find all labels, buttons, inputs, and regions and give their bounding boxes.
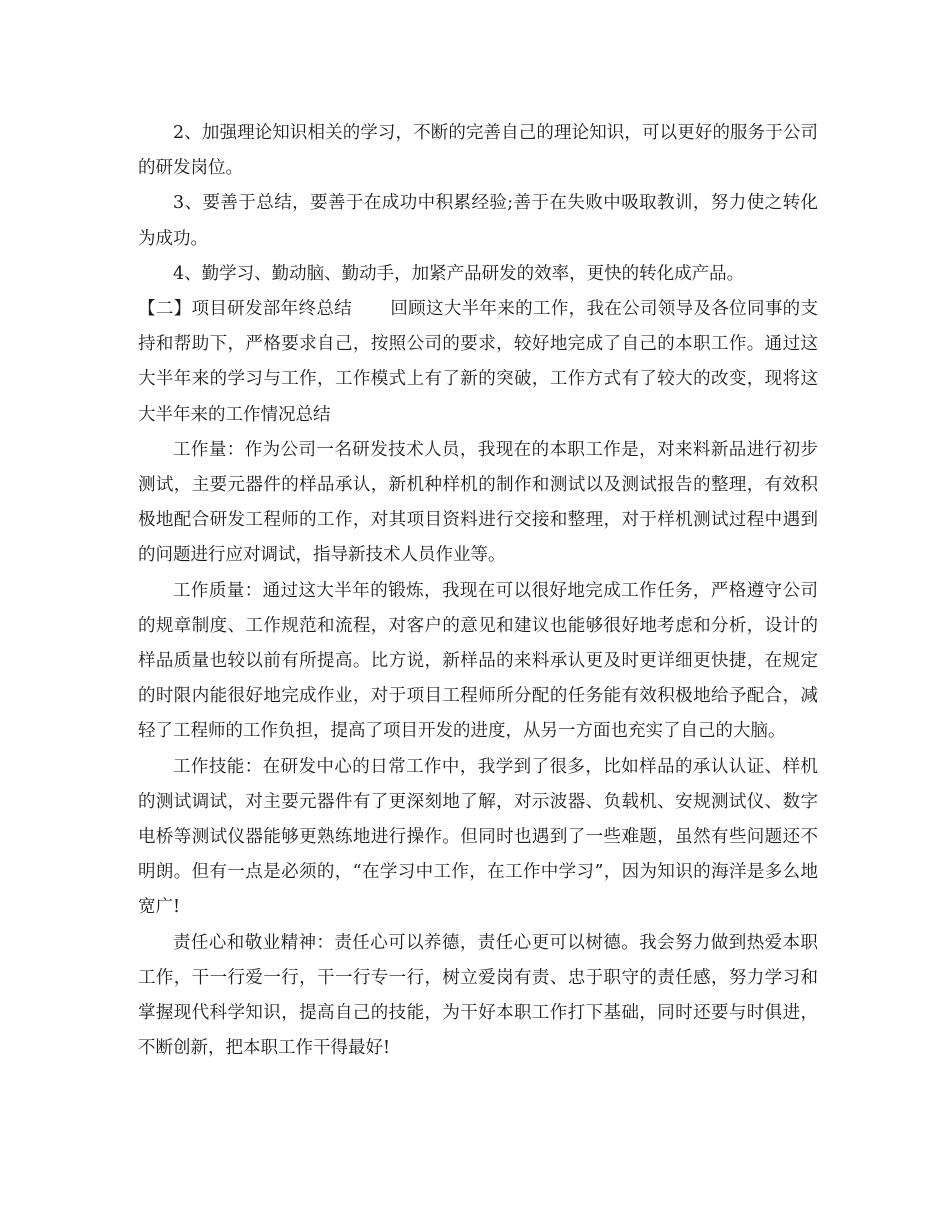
- section-paragraph: [138, 292, 818, 433]
- paragraph-item-4: 4、勤学习、勤动脑、勤动手，加紧产品研发的效率，更快的转化成产品。: [173, 263, 745, 284]
- paragraph-work-skills: 工作技能：在研发中心的日常工作中，我学到了很多，比如样品的承认认证、样机的测试调试，对主要元器件有了更深刻地了解，对示波器、负载机、安规测试仪、数字电桥等测试仪器能够更熟练地进行操作。但同时也遇到了一些难题，虽然有些问题还不明朗。但有一点是必须的，“在学习中工作，在工作中学习”，因为知识的海洋是多么地宽广!: [138, 756, 818, 918]
- paragraph-workload: 工作量：作为公司一名研发技术人员，我现在的本职工作是，对来料新品进行初步测试，主要元器件的样品承认，新机种样机的制作和测试以及测试报告的整理，有效积极地配合研发工程师的工作，对其项目资料进行交接和整理，对于样机测试过程中遇到的问题进行应对调试，指导新技术人员作业等。: [138, 439, 818, 566]
- paragraph-work-quality: 工作质量：通过这大半年的锻炼，我现在可以很好地完成工作任务，严格遵守公司的规章制度、工作规范和流程，对客户的意见和建议也能够很好地考虑和分析，设计的样品质量也较以前有所提高。比方说，新样品的来料承认更及时更详细更快捷，在规定的时限内能很好地完成作业，对于项目工程师所分配的任务能有效积极地给予配合，减轻了工程师的工作负担，提高了项目开发的进度，从另一方面也充实了自己的大脑。: [138, 580, 818, 742]
- section-intro: 回顾这大半年来的工作，我在公司领导及各位同事的支持和帮助下，严格要求自己，按照公司的要求，较好地完成了自己的本职工作。通过这大半年来的学习与工作，工作模式上有了新的突破，工作方式有了较大的改变，现将这大半年来的工作情况总结: [138, 299, 818, 425]
- section-heading: 【二】项目研发部年终总结: [138, 299, 352, 320]
- paragraph-responsibility: 责任心和敬业精神：责任心可以养德，责任心更可以树德。我会努力做到热爱本职工作，干一行爱一行，干一行专一行，树立爱岗有责、忠于职守的责任感，努力学习和掌握现代科学知识，提高自己的技能，为干好本职工作打下基础，同时还要与时俱进，不断创新，把本职工作干得最好!: [138, 932, 818, 1059]
- paragraph-item-2: 2、加强理论知识相关的学习，不断的完善自己的理论知识，可以更好的服务于公司的研发岗位。: [138, 123, 818, 179]
- paragraph-item-3: 3、要善于总结，要善于在成功中积累经验;善于在失败中吸取教训，努力使之转化为成功。: [138, 193, 818, 249]
- document-body: [138, 116, 818, 1066]
